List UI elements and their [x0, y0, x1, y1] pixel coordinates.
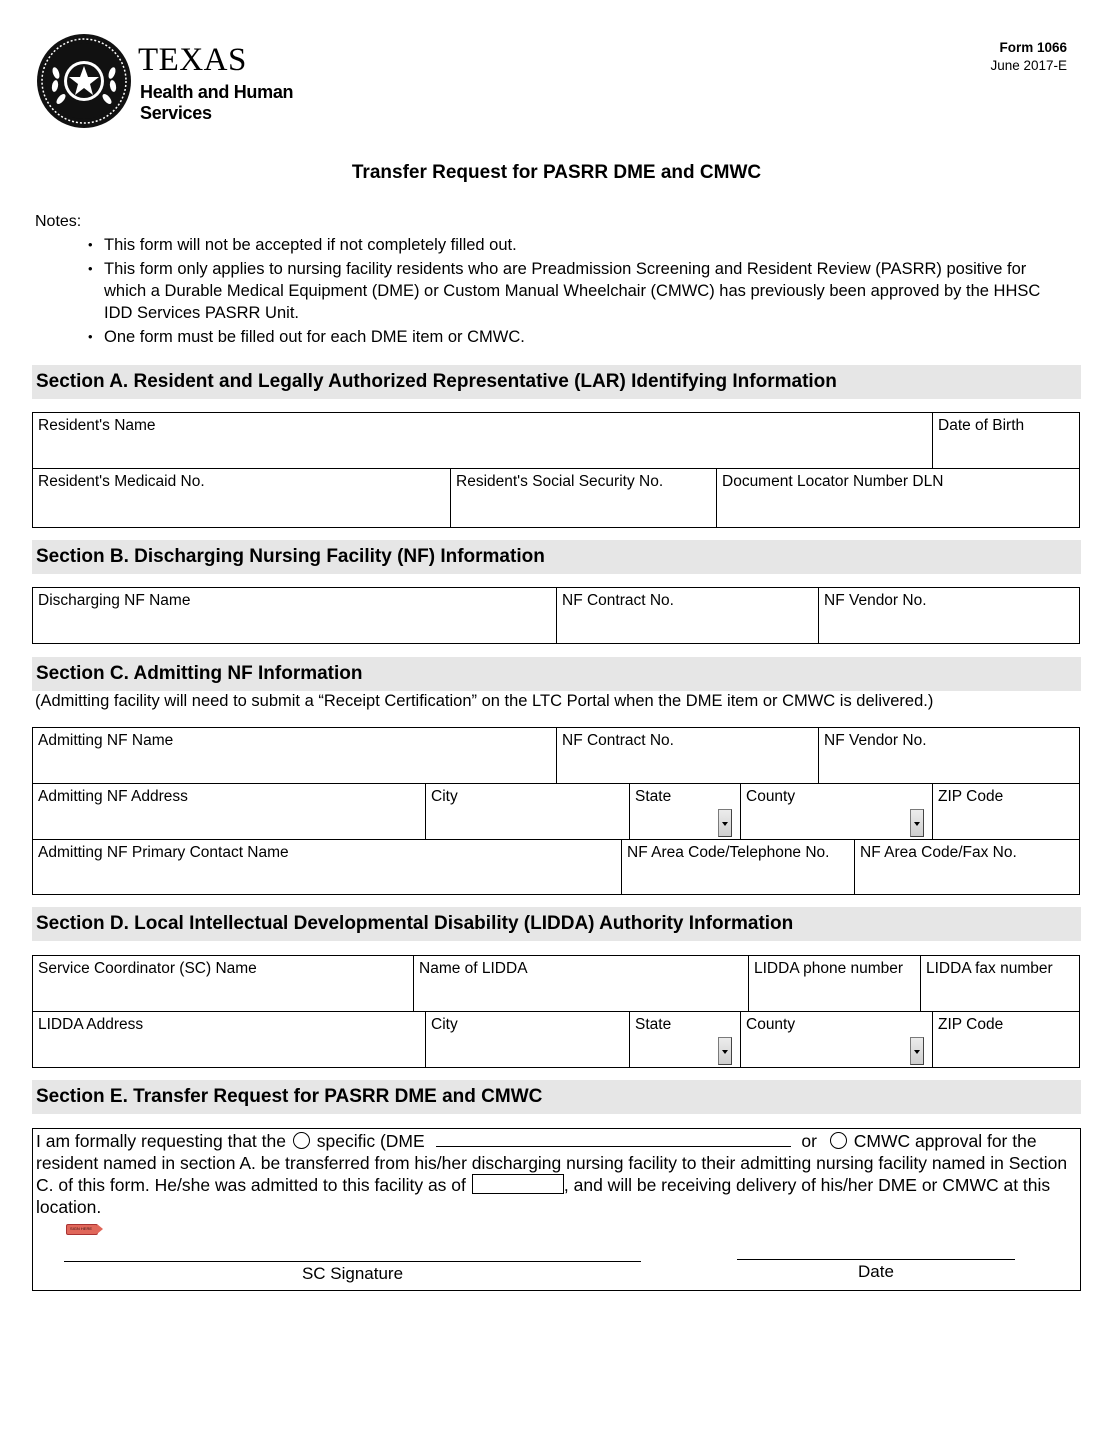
logo-title: TEXAS — [138, 42, 247, 78]
discharging-nf-name-input[interactable] — [37, 615, 552, 639]
logo-subtitle-line1: Health and Human — [140, 82, 294, 102]
field-label: Discharging NF Name — [38, 592, 191, 609]
dme-item-input-line[interactable] — [436, 1131, 791, 1147]
admitting-vendor-no-input[interactable] — [823, 755, 1076, 779]
form-date: June 2017-E — [990, 58, 1067, 73]
dln-input[interactable] — [721, 499, 1076, 523]
dln-field[interactable] — [717, 469, 1080, 527]
field-label: State — [635, 788, 672, 805]
sc-name-field[interactable] — [33, 956, 414, 1012]
chevron-down-icon[interactable] — [718, 809, 732, 837]
admitting-vendor-no-field[interactable] — [819, 728, 1080, 784]
form-identifier — [990, 39, 1067, 75]
statement-text: , and will be receiving delivery of his/her DME or CMWC at this location. — [36, 1175, 1051, 1217]
sc-signature-label: SC Signature — [301, 1264, 404, 1283]
section-a-heading: Section A. Resident and Legally Authorized Representative (LAR) Identifying Information — [32, 365, 1081, 399]
admitting-contract-no-field[interactable] — [557, 728, 819, 784]
section-c-grid — [32, 727, 1080, 895]
field-label: NF Contract No. — [562, 732, 674, 749]
lidda-address-input[interactable] — [37, 1039, 421, 1063]
notes-list — [88, 234, 1068, 350]
section-c-heading: Section C. Admitting NF Information — [32, 657, 1081, 691]
admitting-county-dropdown[interactable] — [741, 784, 933, 840]
admitting-nf-name-input[interactable] — [37, 755, 552, 779]
field-label: City — [431, 1016, 458, 1033]
section-b-grid — [32, 587, 1080, 644]
field-label: State — [635, 1016, 672, 1033]
field-label: Date of Birth — [938, 417, 1025, 434]
field-label: County — [746, 788, 796, 805]
section-d-grid — [32, 955, 1080, 1068]
statement-text: resident named in section A. be transferred from his/her discharging nursing facility to their admitting nursing facility named in Section C. of this form. He/she was admitted to this facility as of — [36, 1152, 1068, 1195]
sign-here-flag-icon[interactable] — [66, 1224, 98, 1235]
form-number: Form 1066 — [999, 40, 1067, 55]
lidda-zip-input[interactable] — [937, 1039, 1076, 1063]
lidda-name-input[interactable] — [418, 983, 744, 1007]
chevron-down-icon[interactable] — [910, 809, 924, 837]
admitting-city-input[interactable] — [430, 811, 625, 835]
option-cmwc-label: CMWC approval for the — [853, 1131, 1037, 1151]
admitting-fax-input[interactable] — [859, 866, 1076, 890]
ssn-field[interactable] — [451, 469, 717, 527]
field-label: Admitting NF Address — [38, 788, 188, 805]
medicaid-no-input[interactable] — [37, 499, 446, 523]
admitting-state-dropdown[interactable] — [630, 784, 741, 840]
lidda-state-dropdown[interactable] — [630, 1012, 741, 1067]
field-label: Resident's Name — [38, 417, 156, 434]
radio-cmwc[interactable] — [830, 1132, 847, 1149]
field-label: Resident's Medicaid No. — [38, 473, 205, 490]
field-label: Name of LIDDA — [419, 960, 528, 977]
field-label: City — [431, 788, 458, 805]
admitting-phone-input[interactable] — [626, 866, 850, 890]
field-label: Admitting NF Name — [38, 732, 174, 749]
radio-specific-dme[interactable] — [293, 1132, 310, 1149]
lidda-name-field[interactable] — [414, 956, 749, 1012]
resident-name-input[interactable] — [37, 440, 928, 464]
field-label: LIDDA phone number — [754, 960, 904, 977]
lidda-city-field[interactable] — [426, 1012, 630, 1067]
date-of-birth-input[interactable] — [937, 440, 1076, 464]
admitting-nf-name-field[interactable] — [33, 728, 557, 784]
statement-text: I am formally requesting that the — [36, 1131, 286, 1151]
sign-here-flag-text: SIGN HERE — [70, 1226, 93, 1231]
field-label: Admitting NF Primary Contact Name — [38, 844, 289, 861]
admitting-phone-field[interactable] — [622, 840, 855, 894]
field-label: NF Contract No. — [562, 592, 674, 609]
lidda-address-field[interactable] — [33, 1012, 426, 1067]
lidda-zip-field[interactable] — [933, 1012, 1080, 1067]
date-of-birth-field[interactable] — [933, 413, 1080, 469]
date-signature-line[interactable] — [737, 1259, 1015, 1260]
sc-name-input[interactable] — [37, 983, 409, 1007]
lidda-phone-field[interactable] — [749, 956, 921, 1012]
medicaid-no-field[interactable] — [33, 469, 451, 527]
field-label: ZIP Code — [938, 788, 1004, 805]
field-label: LIDDA Address — [38, 1016, 144, 1033]
statement-text-or: or — [801, 1131, 817, 1151]
lidda-fax-field[interactable] — [921, 956, 1080, 1012]
lidda-city-input[interactable] — [430, 1039, 625, 1063]
admitting-contract-no-input[interactable] — [561, 755, 814, 779]
page-title: Transfer Request for PASRR DME and CMWC — [351, 162, 762, 183]
field-label: NF Area Code/Telephone No. — [627, 844, 830, 861]
field-label: County — [746, 1016, 796, 1033]
field-label: ZIP Code — [938, 1016, 1004, 1033]
admitting-contact-name-field[interactable] — [33, 840, 622, 894]
note-item: • This form only applies to nursing facility residents who are Preadmission Screening and Resident Review (PASRR) positive for which a Durable Medical Equipment (DME) or Custom Manual Wheelchair (CMWC) has previously been approved by the HHSC IDD Services PASRR Unit. — [88, 258, 1068, 324]
sc-signature-line[interactable] — [64, 1261, 641, 1262]
discharging-nf-name-field[interactable] — [33, 588, 557, 643]
lidda-county-dropdown[interactable] — [741, 1012, 933, 1067]
field-label: NF Vendor No. — [824, 592, 927, 609]
field-label: Service Coordinator (SC) Name — [38, 960, 257, 977]
lidda-fax-input[interactable] — [925, 983, 1076, 1007]
admitting-zip-field[interactable] — [933, 784, 1080, 840]
admitting-city-field[interactable] — [426, 784, 630, 840]
option-dme-label: specific (DME — [316, 1131, 425, 1151]
admitting-fax-field[interactable] — [855, 840, 1080, 894]
admission-date-input[interactable] — [472, 1174, 564, 1194]
section-a-grid — [32, 412, 1080, 528]
field-label: NF Vendor No. — [824, 732, 927, 749]
admitting-contact-name-input[interactable] — [37, 866, 617, 890]
admitting-address-input[interactable] — [37, 811, 421, 835]
texas-seal-logo-icon — [36, 33, 132, 129]
discharging-vendor-no-field[interactable] — [819, 588, 1080, 643]
section-b-heading: Section B. Discharging Nursing Facility (NF) Information — [32, 540, 1081, 574]
resident-name-field[interactable] — [33, 413, 933, 469]
section-e-heading: Section E. Transfer Request for PASRR DME and CMWC — [32, 1080, 1081, 1114]
chevron-down-icon[interactable] — [718, 1037, 732, 1065]
note-item: • This form will not be accepted if not completely filled out. — [88, 234, 1068, 256]
logo-subtitle-line2: Services — [140, 103, 212, 123]
field-label: Document Locator Number DLN — [722, 473, 944, 490]
field-label: LIDDA fax number — [926, 960, 1053, 977]
field-label: NF Area Code/Fax No. — [860, 844, 1017, 861]
discharging-contract-no-input[interactable] — [561, 615, 814, 639]
notes-label: Notes: — [35, 213, 82, 230]
ssn-input[interactable] — [455, 499, 712, 523]
admitting-address-field[interactable] — [33, 784, 426, 840]
chevron-down-icon[interactable] — [910, 1037, 924, 1065]
section-d-heading: Section D. Local Intellectual Developmental Disability (LIDDA) Authority Information — [32, 907, 1081, 941]
section-c-note: (Admitting facility will need to submit a “Receipt Certification” on the LTC Portal when the DME item or CMWC is delivered.) — [35, 692, 934, 710]
discharging-contract-no-field[interactable] — [557, 588, 819, 643]
note-item: • One form must be filled out for each DME item or CMWC. — [88, 326, 1068, 348]
discharging-vendor-no-input[interactable] — [823, 615, 1076, 639]
logo-subtitle — [140, 82, 293, 124]
date-label: Date — [858, 1262, 894, 1281]
admitting-zip-input[interactable] — [937, 811, 1076, 835]
field-label: Resident's Social Security No. — [456, 473, 664, 490]
transfer-request-statement — [36, 1131, 1076, 1218]
lidda-phone-input[interactable] — [753, 983, 916, 1007]
section-e-box — [32, 1128, 1081, 1291]
